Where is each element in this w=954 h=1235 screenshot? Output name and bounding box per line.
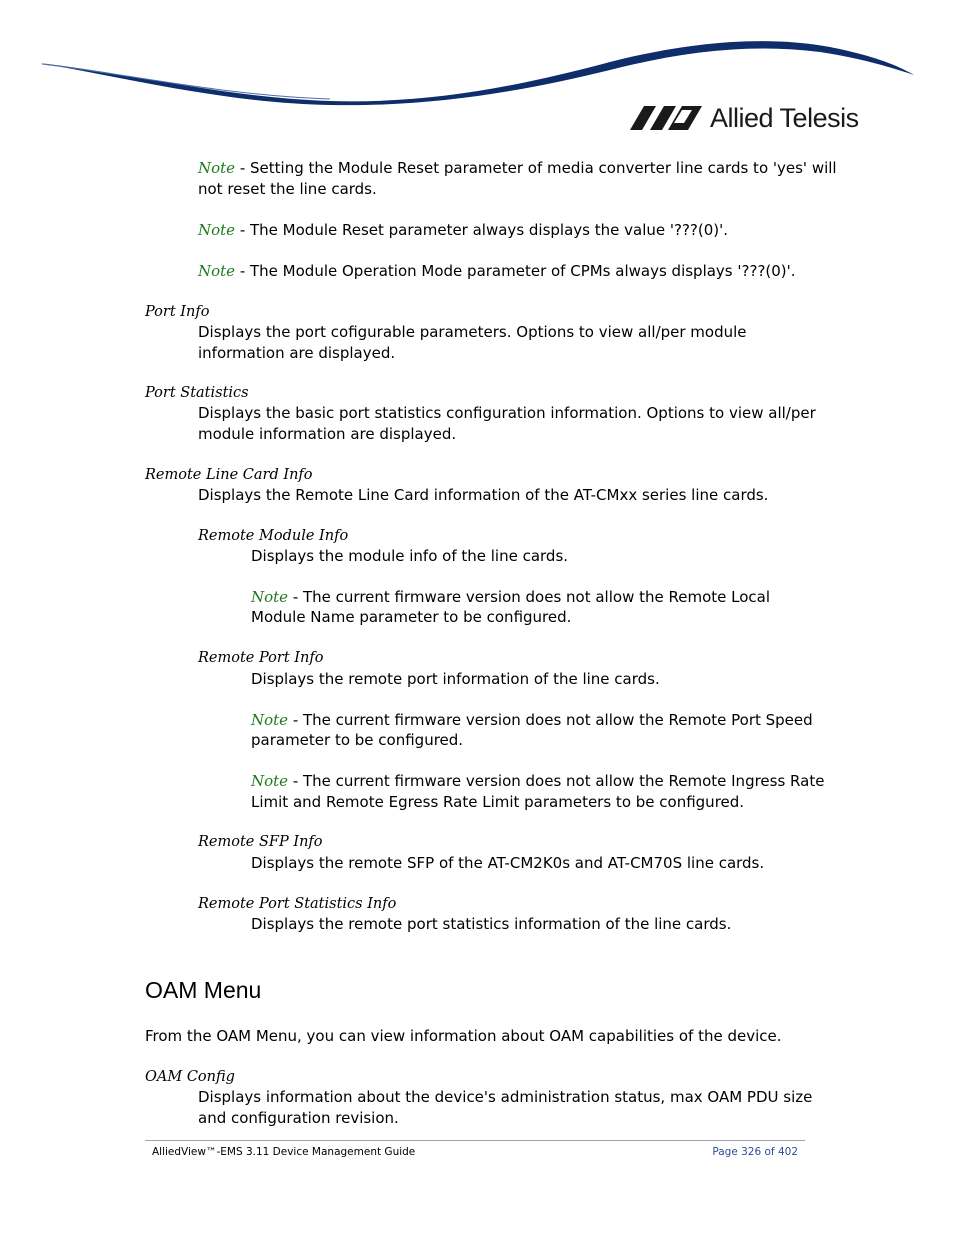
header-swoosh [0, 0, 954, 110]
remote-module-info-note-line2: Module Name parameter to be configured. [251, 608, 572, 626]
remote-sfp-info-desc: Displays the remote SFP of the AT-CM2K0s and AT-CM70S line cards. [251, 854, 765, 872]
remote-port-info-note2-line2: Limit and Remote Egress Rate Limit parameters to be configured. [251, 793, 745, 811]
note-label: Note [251, 711, 289, 729]
port-info-desc-line2: information are displayed. [198, 344, 396, 362]
footer-page-number: Page 326 of 402 [712, 1146, 798, 1158]
remote-port-info-note2-line1: Note - The current firmware version does not allow the Remote Ingress Rate [251, 772, 825, 790]
term-port-info: Port Info [145, 304, 210, 320]
note-module-reset-value: Note - The Module Reset parameter always displays the value '???(0)'. [198, 221, 729, 239]
term-remote-port-statistics-info: Remote Port Statistics Info [198, 896, 397, 912]
term-remote-module-info: Remote Module Info [198, 528, 349, 544]
note-module-reset-line1: Note - Setting the Module Reset parameter of media converter line cards to 'yes' will [198, 159, 837, 177]
oam-menu-intro: From the OAM Menu, you can view information about OAM capabilities of the device. [145, 1027, 782, 1045]
term-oam-config: OAM Config [145, 1069, 235, 1085]
logo-text: Allied Telesis [710, 103, 859, 133]
note-label: Note [251, 772, 289, 790]
footer-document-title: AlliedView™-EMS 3.11 Device Management Guide [152, 1146, 416, 1158]
port-statistics-desc-line2: module information are displayed. [198, 425, 457, 443]
remote-port-info-note1-line1: Note - The current firmware version does not allow the Remote Port Speed [251, 711, 813, 729]
term-remote-line-card-info: Remote Line Card Info [145, 467, 313, 483]
note-operation-mode: Note - The Module Operation Mode parameter of CPMs always displays '???(0)'. [198, 262, 796, 280]
remote-port-info-desc: Displays the remote port information of the line cards. [251, 670, 660, 688]
note-label: Note [198, 262, 236, 280]
oam-config-desc-line2: and configuration revision. [198, 1109, 399, 1127]
term-port-statistics: Port Statistics [145, 385, 249, 401]
remote-line-card-info-desc: Displays the Remote Line Card information of the AT-CMxx series line cards. [198, 486, 769, 504]
port-statistics-desc-line1: Displays the basic port statistics configuration information. Options to view all/per [198, 404, 816, 422]
remote-port-info-note1-line2: parameter to be configured. [251, 731, 464, 749]
remote-module-info-note-line1: Note - The current firmware version does not allow the Remote Local [251, 588, 771, 606]
note-label: Note [251, 588, 289, 606]
term-remote-sfp-info: Remote SFP Info [198, 834, 323, 850]
allied-telesis-mark-icon [630, 106, 702, 130]
allied-telesis-logo [630, 103, 859, 133]
section-heading-oam-menu: OAM Menu [145, 977, 262, 1003]
note-label: Note [198, 159, 236, 177]
oam-config-desc-line1: Displays information about the device's administration status, max OAM PDU size [198, 1088, 813, 1106]
remote-port-statistics-info-desc: Displays the remote port statistics information of the line cards. [251, 915, 732, 933]
remote-module-info-desc: Displays the module info of the line cards. [251, 547, 569, 565]
port-info-desc-line1: Displays the port cofigurable parameters. Options to view all/per module [198, 323, 747, 341]
note-module-reset-line2: not reset the line cards. [198, 180, 377, 198]
term-remote-port-info: Remote Port Info [198, 650, 324, 666]
note-label: Note [198, 221, 236, 239]
footer-divider [145, 1140, 805, 1141]
